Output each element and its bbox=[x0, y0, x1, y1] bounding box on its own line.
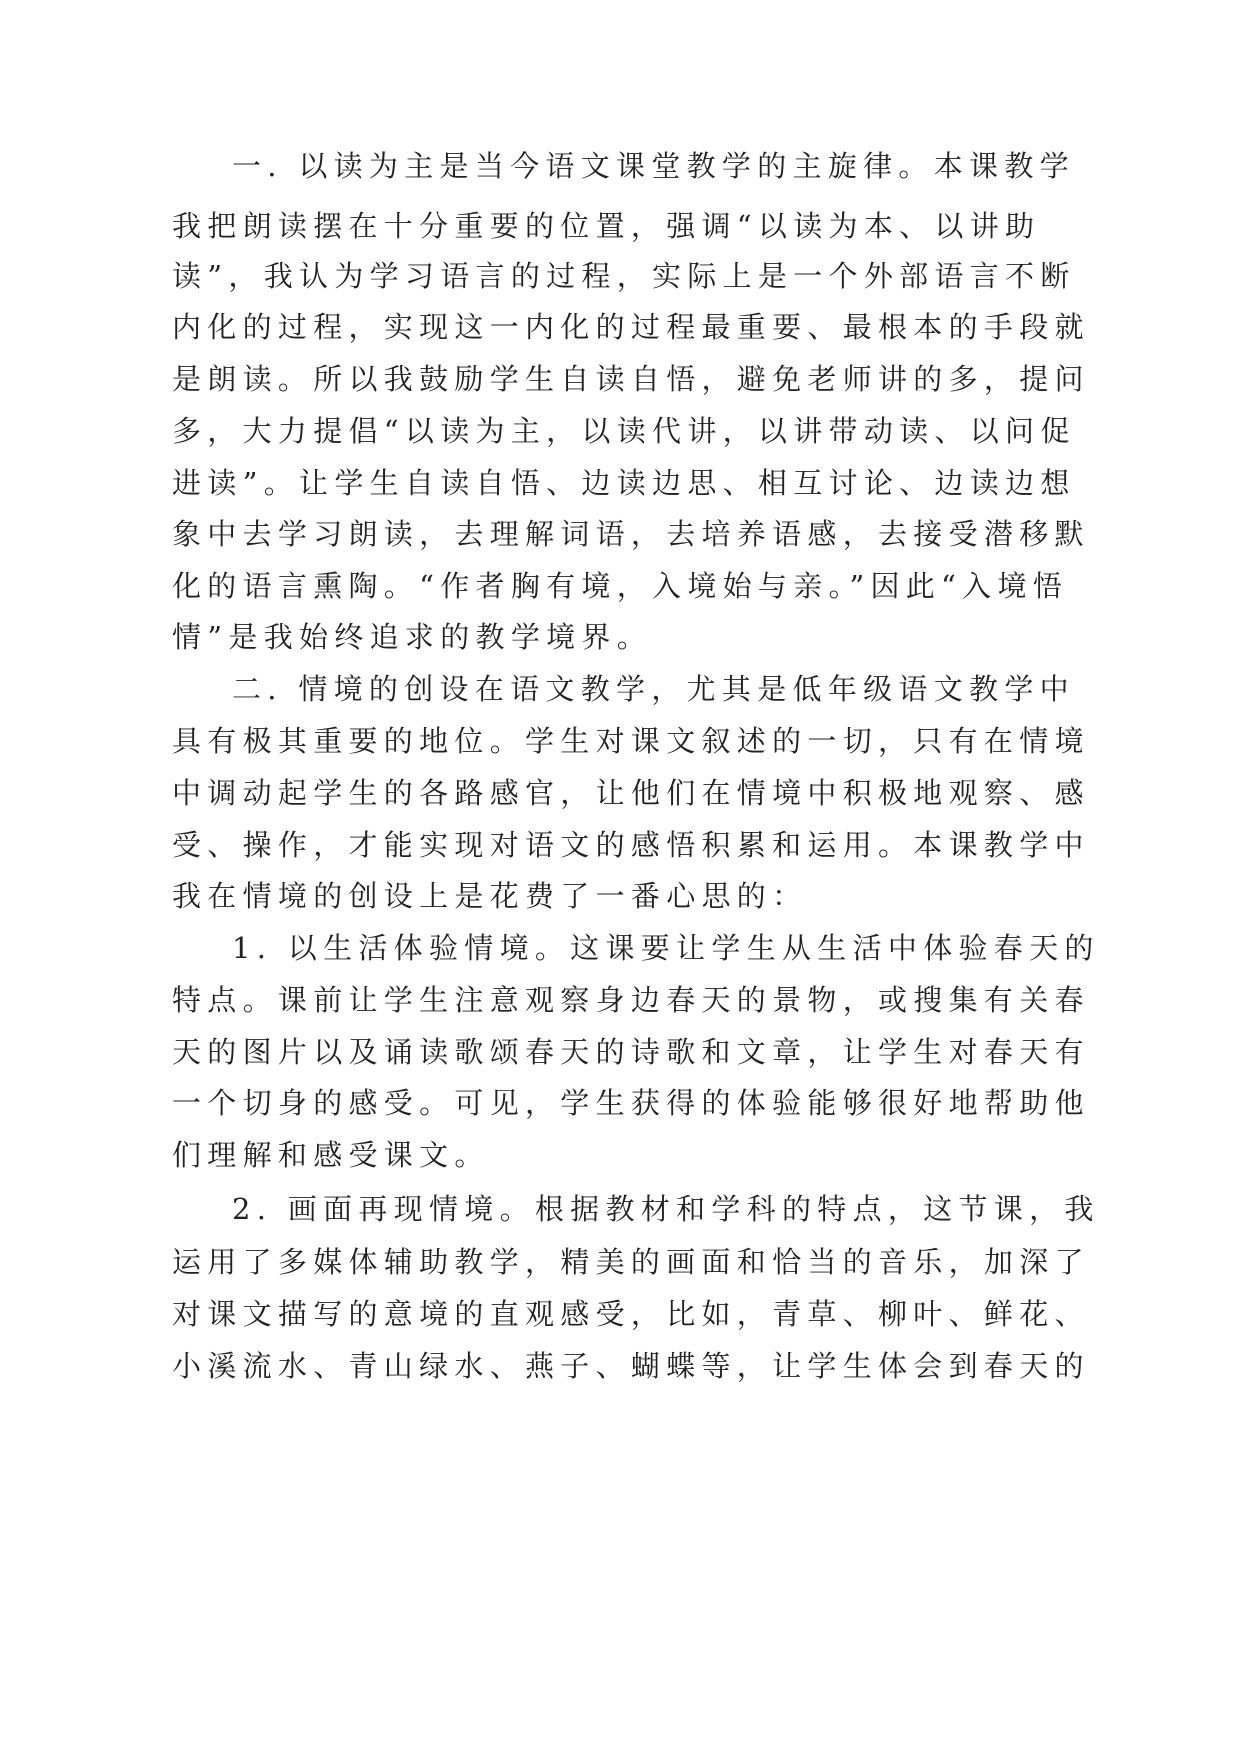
paragraph-1-line-8: 象中去学习朗读，去理解词语，去培养语感，去接受潜移默 bbox=[172, 517, 1090, 551]
paragraph-1-line-7: 进读”。让学生自读自悟、边读边思、相互讨论、边读边想 bbox=[172, 466, 1076, 500]
paragraph-3-line-5: 们理解和感受课文。 bbox=[172, 1138, 490, 1172]
paragraph-2-line-5: 我在情境的创设上是花费了一番心思的： bbox=[172, 879, 808, 913]
paragraph-1-line-10: 情”是我始终追求的教学境界。 bbox=[172, 620, 653, 654]
paragraph-2-line-4: 受、操作，才能实现对语文的感悟积累和运用。本课教学中 bbox=[172, 828, 1090, 862]
paragraph-1-line-1: 一. 以读为主是当今语文课堂教学的主旋律。本课教学 bbox=[232, 149, 1075, 183]
paragraph-3-line-1: 1. 以生活体验情境。这课要让学生从生活中体验春天的 bbox=[232, 931, 1100, 965]
paragraph-3-line-4: 一个切身的感受。可见，学生获得的体验能够很好地帮助他 bbox=[172, 1086, 1090, 1120]
paragraph-4-line-1: 2. 画面再现情境。根据教材和学科的特点，这节课，我 bbox=[232, 1192, 1100, 1226]
paragraph-1-line-4: 内化的过程，实现这一内化的过程最重要、最根本的手段就 bbox=[172, 310, 1090, 344]
paragraph-2-line-3: 中调动起学生的各路感官，让他们在情境中积极地观察、感 bbox=[172, 776, 1090, 810]
paragraph-1-line-6: 多，大力提倡“以读为主，以读代讲，以讲带动读、以问促 bbox=[172, 414, 1076, 448]
paragraph-1-line-2: 我把朗读摆在十分重要的位置，强调“以读为本、以讲助 bbox=[172, 209, 1041, 243]
paragraph-3-line-3: 天的图片以及诵读歌颂春天的诗歌和文章，让学生对春天有 bbox=[172, 1035, 1090, 1069]
paragraph-4-line-4: 小溪流水、青山绿水、燕子、蝴蝶等，让学生体会到春天的 bbox=[172, 1349, 1090, 1383]
paragraph-1-line-3: 读”，我认为学习语言的过程，实际上是一个外部语言不断 bbox=[172, 259, 1076, 293]
paragraph-4-line-2: 运用了多媒体辅助教学，精美的画面和恰当的音乐，加深了 bbox=[172, 1245, 1090, 1279]
paragraph-1-line-9: 化的语言熏陶。“作者胸有境，入境始与亲。”因此“入境悟 bbox=[172, 569, 1069, 603]
paragraph-2-line-1: 二. 情境的创设在语文教学，尤其是低年级语文教学中 bbox=[232, 672, 1075, 706]
paragraph-3-line-2: 特点。课前让学生注意观察身边春天的景物，或搜集有关春 bbox=[172, 983, 1090, 1017]
paragraph-4-line-3: 对课文描写的意境的直观感受，比如，青草、柳叶、鲜花、 bbox=[172, 1297, 1090, 1331]
paragraph-1-line-5: 是朗读。所以我鼓励学生自读自悟，避免老师讲的多，提问 bbox=[172, 362, 1090, 396]
paragraph-2-line-2: 具有极其重要的地位。学生对课文叙述的一切，只有在情境 bbox=[172, 724, 1090, 758]
